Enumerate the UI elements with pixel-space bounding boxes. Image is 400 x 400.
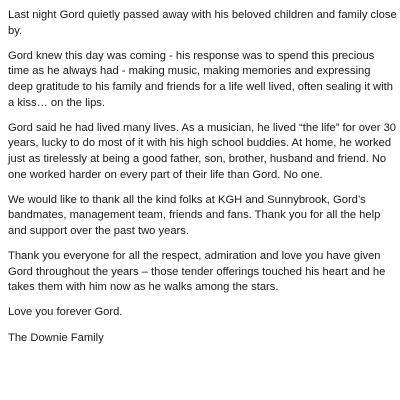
paragraph-farewell: Love you forever Gord. bbox=[8, 306, 123, 319]
paragraph-thanks-everyone: Thank you everyone for all the respect, admiration and love you have given Gord throughout the years – those tender offerings touched his heart and he takes them with him now as he walks among the stars. bbox=[8, 250, 386, 294]
paragraph-announcement: Last night Gord quietly passed away with his beloved children and family close by. bbox=[8, 9, 397, 37]
paragraph-final-days: Gord knew this day was coming - his response was to spend this precious time as he always had - making music, making memories and expressing deep gratitude to his family and friends for a life well lived, often sealing it with a kiss… on the lips. bbox=[8, 49, 393, 109]
statement-document bbox=[8, 8, 398, 346]
paragraph-many-lives: Gord said he had lived many lives. As a musician, he lived “the life” for over 30 years, lucky to do most of it with his high school buddies. At home, he worked just as tirelessly at being a good father, son, brother, husband and friend. No one worked harder on every part of their life than Gord. No one. bbox=[8, 121, 397, 181]
signature-line: The Downie Family bbox=[8, 331, 104, 344]
paragraph-thanks-caregivers: We would like to thank all the kind folks at KGH and Sunnybrook, Gord’s bandmates, management team, friends and fans. Thank you for all the help and support over the past two years. bbox=[8, 193, 381, 237]
